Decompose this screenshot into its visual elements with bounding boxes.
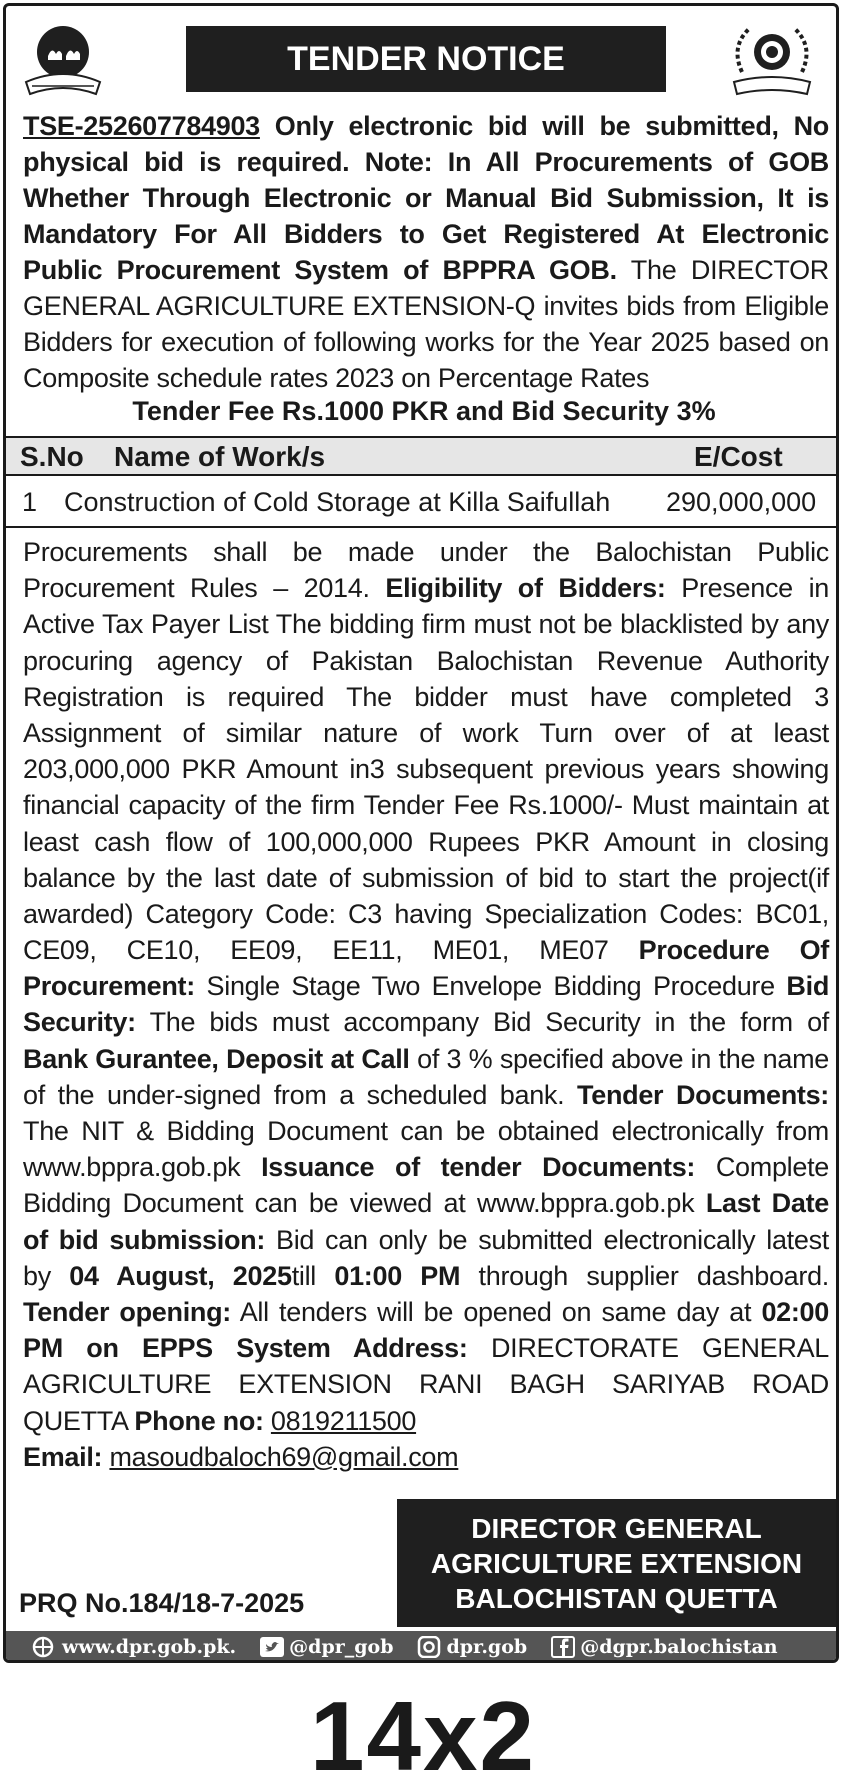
tender-notice-frame	[3, 3, 839, 1663]
body-line: www.bppra.gob.pk Issuance of tender Documents: Complete	[23, 1152, 830, 1183]
body-line: Procurements shall be made under the Balochistan Public	[23, 537, 829, 567]
body-line: financial capacity of the firm Tender Fee Rs.1000/- Must maintain at	[23, 790, 829, 821]
row-work-name: Construction of Cold Storage at Killa Saifullah	[64, 487, 611, 517]
bppra-link[interactable]: www.bppra.gob.pk	[23, 1152, 241, 1183]
body-line: Security: The bids must accompany Bid Security in the form of	[23, 1007, 829, 1038]
body-line: awarded) Category Code: C3 having Specialization Codes: BC01,	[23, 898, 829, 929]
body-line: Active Tax Payer List The bidding firm must not be blacklisted by any	[23, 609, 829, 640]
body-line: 203,000,000 PKR Amount in3 subsequent previous years showing	[23, 754, 829, 785]
intro-invitation-text: The DIRECTOR GENERAL AGRICULTURE EXTENSION-Q invites bids from Eligible Bidders for execution of following works for the Year 2025 based on Composite schedule rates 2023 on Percentage Rates	[23, 255, 829, 393]
body-line: The NIT & Bidding Document can be obtained electronically from	[23, 1116, 829, 1146]
body-line: Tender opening: All tenders will be opened on same day at 02:00	[23, 1296, 829, 1327]
facebook-icon	[551, 1636, 575, 1658]
prq-number: PRQ No.184/18-7-2025	[19, 1588, 305, 1618]
balochistan-emblem-icon	[18, 20, 108, 102]
body-line: Email: masoudbaloch69@gmail.com	[23, 1441, 459, 1472]
footer-facebook[interactable]: @dgpr.balochistan	[551, 1636, 777, 1658]
footer-instagram[interactable]: dpr.gob	[417, 1636, 527, 1658]
body-line: Registration is required The bidder must have completed 3	[23, 681, 829, 712]
body-line: AGRICULTURE EXTENSION RANI BAGH SARIYAB ROAD	[23, 1369, 829, 1400]
body-line: Bidding Document can be viewed at www.bppra.gob.pk Last Date	[23, 1188, 830, 1219]
intro-bold-note: Only electronic bid will be submitted, No physical bid is required. Note: In All Procurements of GOB Whether Through Electronic or Manual Bid Submission, It is Mandatory For All Bidders to Get Registered At Electronic Public Procurement System of BPPRA GOB.	[23, 111, 829, 285]
twitter-icon	[260, 1637, 284, 1657]
body-line: least cash flow of 100,000,000 Rupees PKR Amount in closing	[23, 826, 829, 857]
phone-number[interactable]: 0819211500	[270, 1405, 417, 1436]
government-crest-icon	[724, 22, 820, 102]
globe-icon	[30, 1636, 56, 1658]
signature-line: BALOCHISTAN QUETTA	[455, 1582, 778, 1614]
row-sno: 1	[22, 487, 38, 517]
body-line: procuring agency of Pakistan Balochistan Revenue Authority	[23, 645, 829, 676]
body-line: Procurement Rules – 2014. Eligibility of Bidders: Presence in	[23, 573, 829, 604]
body-line: balance by the last date of submission of bid to start the project(if	[23, 862, 829, 893]
instagram-icon	[417, 1636, 441, 1658]
table-row	[6, 484, 839, 528]
footer-twitter[interactable]: @dpr_gob	[260, 1636, 393, 1658]
footer-website[interactable]: www.dpr.gob.pk.	[30, 1636, 236, 1658]
row-cost: 290,000,000	[666, 487, 817, 517]
intro-paragraph	[23, 108, 829, 396]
work-name-header: Name of Work/s	[114, 441, 326, 472]
eligibility-and-procedure-text	[23, 534, 829, 1475]
signature-line: AGRICULTURE EXTENSION	[430, 1547, 803, 1579]
ad-size-label: 14x2	[309, 1681, 536, 1791]
body-line: Assignment of similar nature of work Turn over of at least	[23, 717, 829, 748]
body-line: of bid submission: Bid can only be submitted electronically latest	[23, 1224, 830, 1255]
submission-time: 01:00 PM	[334, 1260, 461, 1291]
social-footer	[6, 1631, 839, 1663]
body-line: Procurement: Single Stage Two Envelope Bidding Procedure Bid	[23, 971, 830, 1002]
cost-header: E/Cost	[694, 441, 783, 472]
submission-date: 04 August, 2025	[69, 1260, 292, 1291]
tse-number: TSE-252607784903	[23, 111, 260, 141]
body-line: by 04 August, 2025till 01:00 PM through supplier dashboard.	[23, 1260, 829, 1291]
body-line: QUETTA Phone no: 0819211500	[23, 1405, 417, 1436]
tender-notice-title: TENDER NOTICE	[186, 26, 666, 92]
body-line: PM on EPPS System Address: DIRECTORATE GENERAL	[23, 1333, 829, 1364]
body-line: CE09, CE10, EE09, EE11, ME01, ME07 Procedure Of	[23, 935, 829, 966]
works-table-header	[6, 436, 839, 476]
signature-block	[397, 1499, 836, 1627]
body-line: Bank Gurantee, Deposit at Call of 3 % specified above in the name	[23, 1043, 829, 1074]
sno-header: S.No	[20, 441, 84, 472]
body-line: of the under-signed from a scheduled bank. Tender Documents:	[23, 1079, 829, 1110]
signature-line: DIRECTOR GENERAL	[471, 1512, 762, 1544]
email-link[interactable]: masoudbaloch69@gmail.com	[109, 1441, 459, 1472]
tender-fee-line: Tender Fee Rs.1000 PKR and Bid Security 3%	[132, 396, 716, 426]
